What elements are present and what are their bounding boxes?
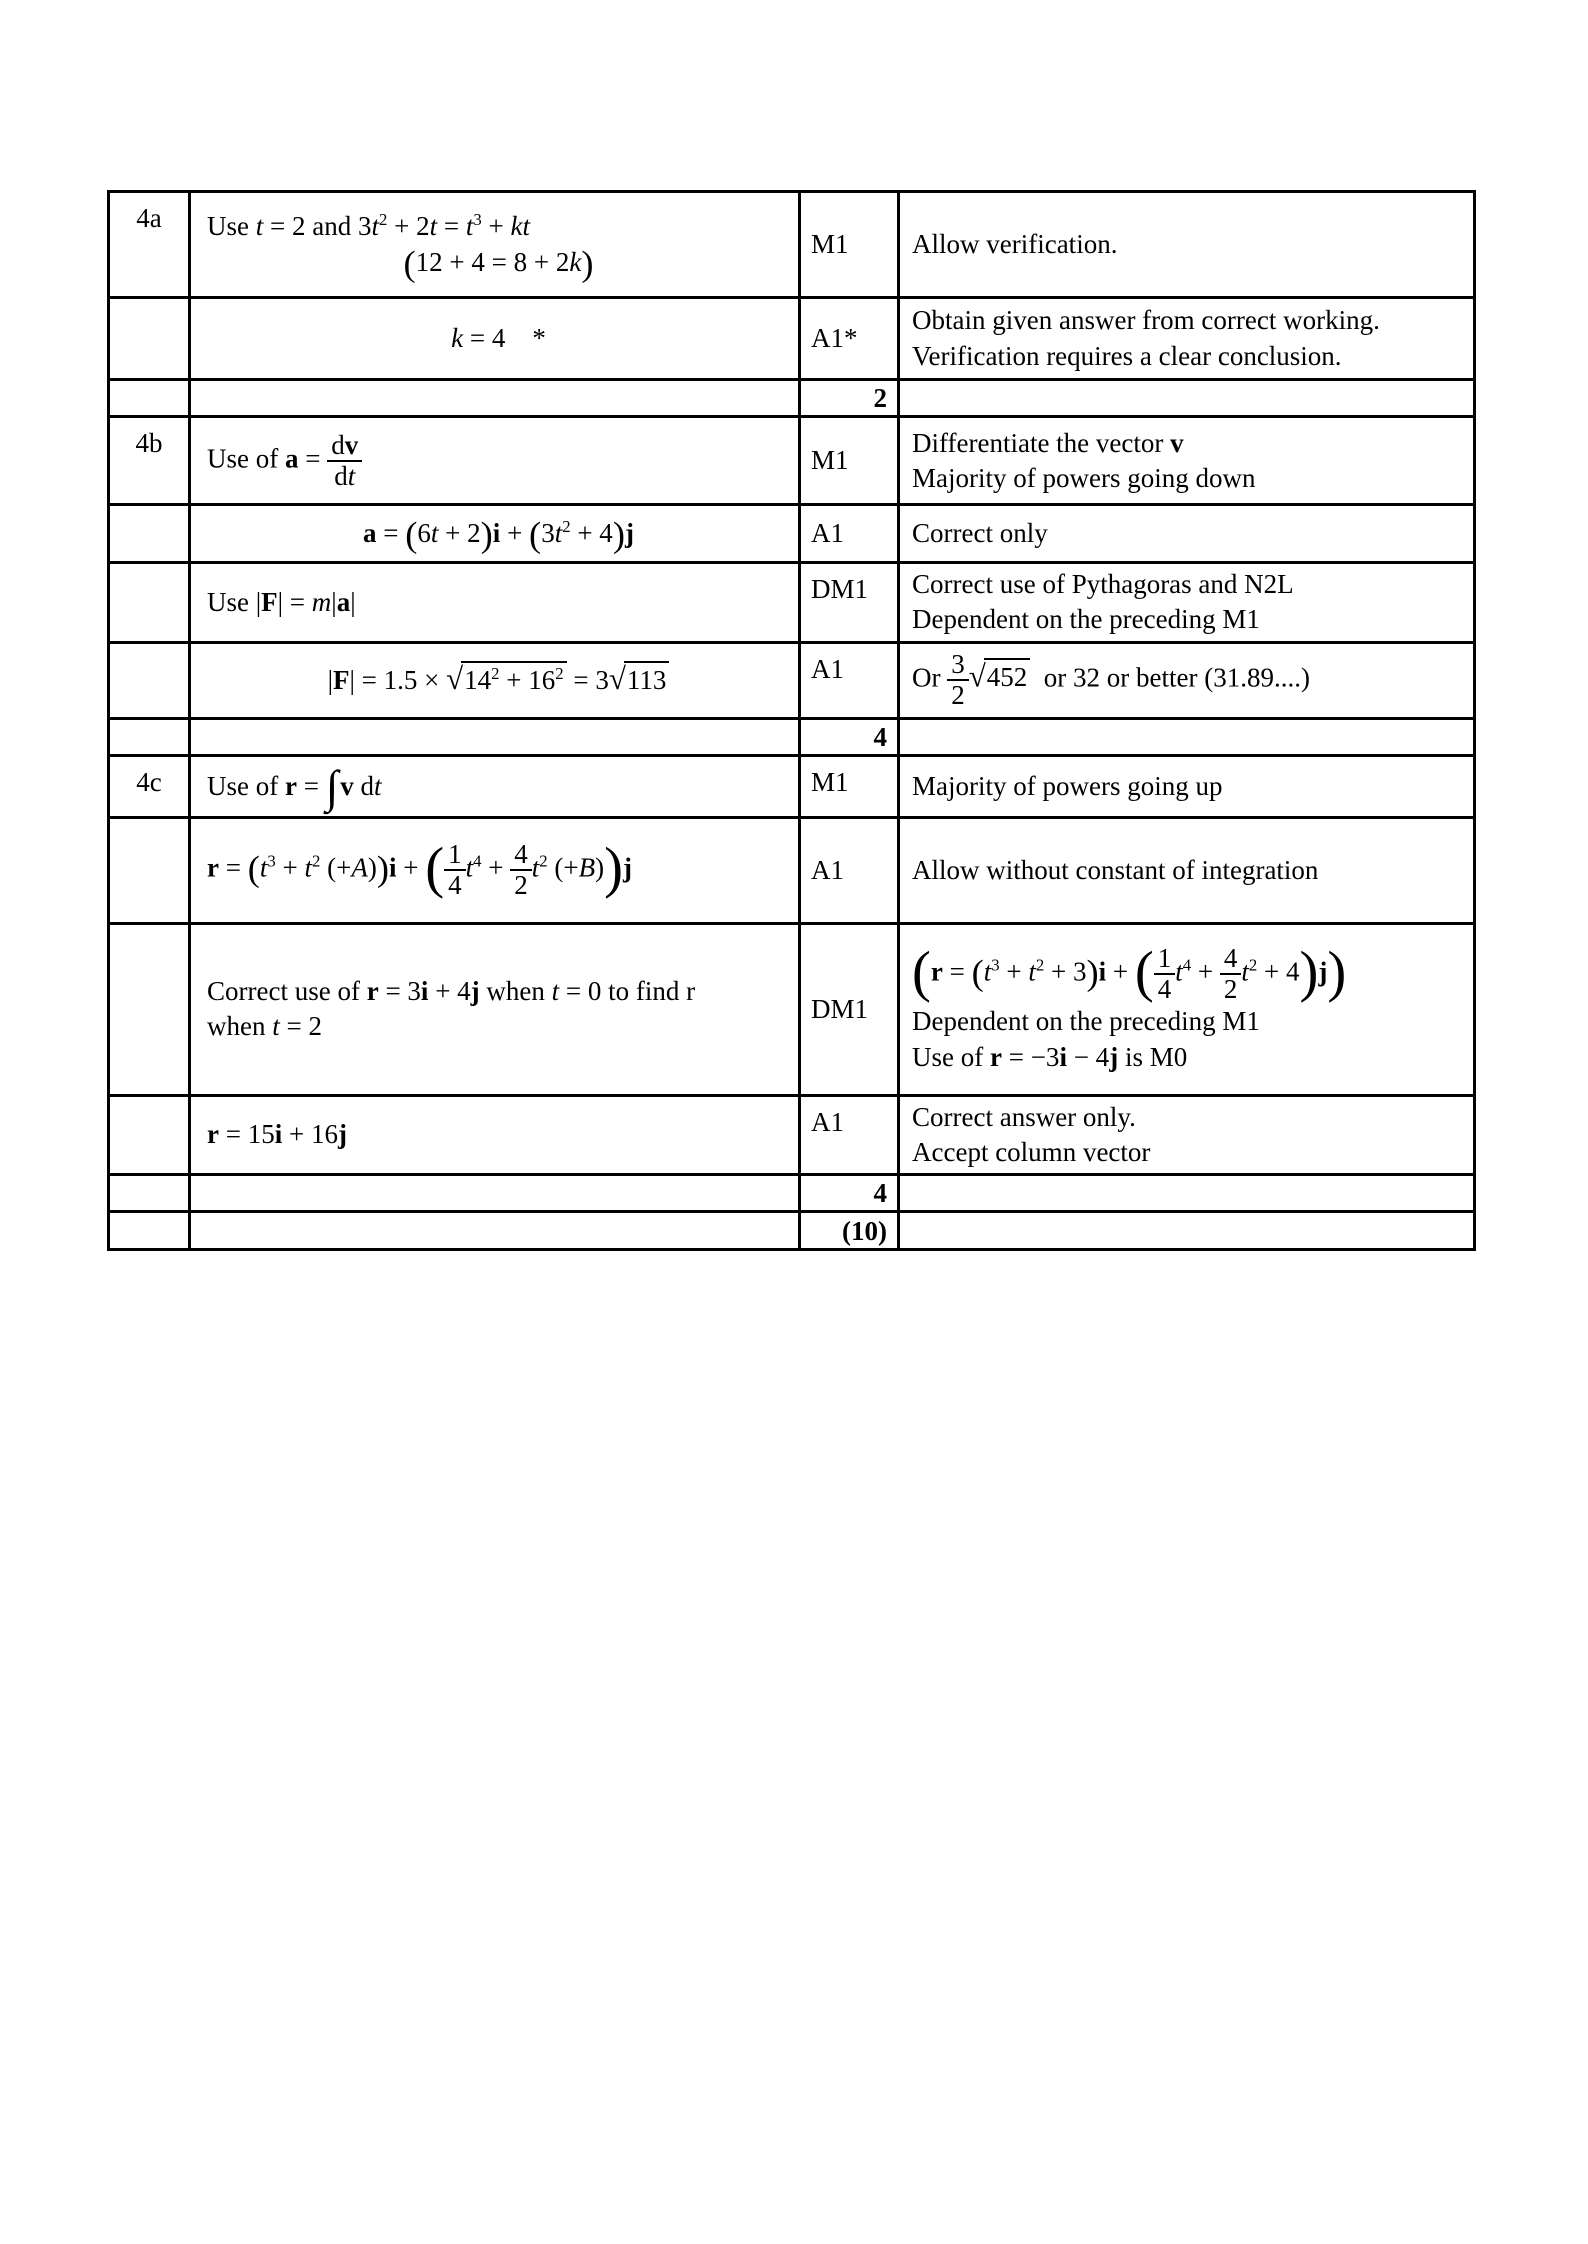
comment-cell: ($r = (t^3 + t^2 + 3)i$ + ( $\frac{1}{4}$ $t^4$ + $\frac{4}{2}$ $t^2 + 4)j$) Dependent on the preceding M1 Use of r = −3i − 4j is M0 <box>899 923 1475 1095</box>
working-cell: $a = (6t + 2)i + (3t^2 + 4)j$ <box>190 505 800 563</box>
working-cell: Use t = 2 and $3t^2 + 2t = t^3$ + kt (12 + 4 = 8 + 2k) <box>190 192 800 298</box>
working-cell: Use |F| = m|a| <box>190 563 800 642</box>
working-cell: r = 15i + 16j <box>190 1095 800 1174</box>
question-number <box>109 563 190 642</box>
mark-cell: M1 <box>800 192 899 298</box>
table-row <box>109 563 1475 642</box>
comment-cell: Obtain given answer from correct working. Verification requires a clear conclusion. <box>899 298 1475 380</box>
question-number <box>109 1095 190 1174</box>
marks-subtotal: 4 <box>800 1175 899 1212</box>
question-number <box>109 923 190 1095</box>
working-cell: $|F| = 1.5 \times √14^2 + 16^2 = 3√113$ <box>190 642 800 718</box>
table-row <box>109 1175 1475 1212</box>
marks-grand-total: (10) <box>800 1212 899 1250</box>
question-number <box>109 1175 190 1212</box>
mark-scheme-body <box>109 192 1475 1250</box>
marks-subtotal: 2 <box>800 380 899 417</box>
comment-cell: Correct answer only. Accept column vector <box>899 1095 1475 1174</box>
question-number: 4c <box>109 755 190 817</box>
table-row <box>109 380 1475 417</box>
question-number <box>109 1212 190 1250</box>
mark-cell: A1 <box>800 505 899 563</box>
mark-cell: A1 <box>800 1095 899 1174</box>
mark-cell: A1 <box>800 817 899 923</box>
working-cell: $r = (t^3 + t^2$ (+A))i + ( $\frac{1}{4}$ $t^4$ + $\frac{4}{2}$ $t^2$ (+B))j <box>190 817 800 923</box>
working-cell: Correct use of r = 3i + 4j when t = 0 to find r when t = 2 <box>190 923 800 1095</box>
table-row <box>109 298 1475 380</box>
table-row <box>109 718 1475 755</box>
mark-scheme-table <box>107 190 1476 1251</box>
question-number <box>109 817 190 923</box>
comment-cell: Or $\frac{3}{2}$ √452 or 32 or better (31.89....) <box>899 642 1475 718</box>
table-row <box>109 817 1475 923</box>
working-cell: Use of r = ∫v dt <box>190 755 800 817</box>
working-cell <box>190 718 800 755</box>
question-number <box>109 380 190 417</box>
comment-cell: Correct only <box>899 505 1475 563</box>
comment-cell: Differentiate the vector v Majority of powers going down <box>899 417 1475 505</box>
comment-cell <box>899 380 1475 417</box>
working-cell: k = 4 * <box>190 298 800 380</box>
comment-cell: Majority of powers going up <box>899 755 1475 817</box>
mark-cell: DM1 <box>800 923 899 1095</box>
table-row <box>109 642 1475 718</box>
mark-cell: A1 <box>800 642 899 718</box>
table-row <box>109 192 1475 298</box>
question-number: 4a <box>109 192 190 298</box>
mark-cell: M1 <box>800 417 899 505</box>
working-cell <box>190 1175 800 1212</box>
mark-cell: M1 <box>800 755 899 817</box>
comment-cell: Correct use of Pythagoras and N2L Dependent on the preceding M1 <box>899 563 1475 642</box>
table-row <box>109 1095 1475 1174</box>
question-number <box>109 298 190 380</box>
comment-cell <box>899 1175 1475 1212</box>
table-row <box>109 923 1475 1095</box>
mark-cell: DM1 <box>800 563 899 642</box>
marks-subtotal: 4 <box>800 718 899 755</box>
comment-cell <box>899 1212 1475 1250</box>
question-number <box>109 505 190 563</box>
table-row <box>109 505 1475 563</box>
question-number: 4b <box>109 417 190 505</box>
question-number <box>109 718 190 755</box>
comment-cell <box>899 718 1475 755</box>
table-row <box>109 1212 1475 1250</box>
comment-cell: Allow without constant of integration <box>899 817 1475 923</box>
mark-cell: A1* <box>800 298 899 380</box>
working-cell <box>190 380 800 417</box>
working-cell: Use of a = $\frac{dv}{dt}$ <box>190 417 800 505</box>
table-row <box>109 755 1475 817</box>
working-cell <box>190 1212 800 1250</box>
comment-cell: Allow verification. <box>899 192 1475 298</box>
table-row <box>109 417 1475 505</box>
question-number <box>109 642 190 718</box>
